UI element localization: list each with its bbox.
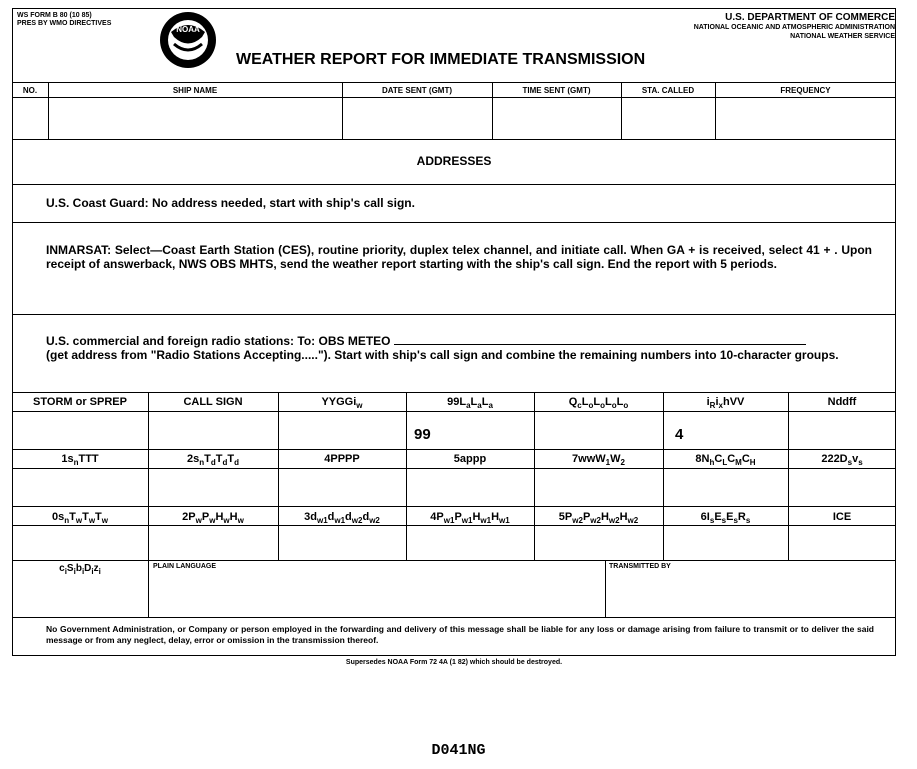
code-qclololo: $Q_cL_oL_oL_oL_o$ — [568, 396, 629, 411]
date-sent-field[interactable] — [343, 98, 491, 138]
code-4pppp: 4PPPP — [324, 453, 360, 465]
col-no: NO. — [22, 86, 38, 95]
code-1sntt: $1s_nTTT$ — [61, 453, 99, 468]
col-date-sent: DATE SENT (GMT) — [381, 86, 453, 95]
commercial-instructions: U.S. commercial and foreign radio stations: To: OBS METEO (get address from "Radio Stations Accepting....."). Start with ship's call sign and combine the remaining numbers into 10-character groups. — [46, 334, 839, 362]
code-yyggi: YYGGi$_w$ — [321, 396, 363, 411]
plain-language-field[interactable] — [150, 574, 603, 616]
liability-notice: No Government Administration, or Company or person employed in the forwarding and delivery of this message shall be liable for any loss or damage arising from failure to transmit or to deliver the said message or from any neglect, delay, error or omission in the transmission thereof. — [46, 624, 874, 645]
svg-text:NOAA: NOAA — [176, 25, 200, 34]
department-name: U.S. DEPARTMENT OF COMMERCE — [725, 12, 895, 23]
code-5appp: 5appp — [453, 453, 487, 465]
call-sign-field[interactable] — [149, 412, 277, 448]
code-storm-sprep: STORM or SPREP — [33, 396, 127, 408]
obs-meteo-address-field[interactable] — [394, 334, 806, 345]
code-5pw2pw2hw2hw2: $5P_{w2}P_{w2}H_{w2}H_{w2}$ — [558, 511, 639, 526]
form-title: WEATHER REPORT FOR IMMEDIATE TRANSMISSION — [236, 51, 646, 68]
code-8nhclcmch: $8N_hC_LC_MC_H$ — [695, 453, 756, 468]
supersedes-note: Supersedes NOAA Form 72 4A (1 82) which should be destroyed. — [345, 659, 563, 666]
code-3dw1dw1dw2dw2: $3d_{w1}d_{w1}d_{w2}d_{w2}$ — [304, 511, 380, 526]
figure-id: D041NG — [431, 742, 486, 759]
code-99lalala: $99L_aL_aL_a$ — [447, 396, 493, 411]
ship-name-field[interactable] — [49, 98, 341, 138]
coast-guard-instructions: U.S. Coast Guard: No address needed, start with ship's call sign. — [46, 196, 415, 210]
code-0sntwtwtw: $0s_nT_wT_wT_w$ — [51, 511, 109, 526]
sta-called-field[interactable] — [622, 98, 714, 138]
col-time-sent: TIME SENT (GMT) — [522, 86, 591, 95]
code-cisibidizi: $c_iS_ib_iD_iz_i$ — [59, 563, 101, 576]
code-222dsvs: $222D_sv_s$ — [821, 453, 863, 468]
code-ice: ICE — [832, 511, 852, 523]
code-2sntdtd: $2s_nT_dT_dT_d$ — [186, 453, 239, 468]
frequency-field[interactable] — [716, 98, 895, 138]
code-6isesesrs: $6I_sE_sE_sR_s$ — [700, 511, 751, 526]
value-4: 4 — [675, 426, 684, 443]
time-sent-field[interactable] — [493, 98, 620, 138]
transmitted-by-field[interactable] — [607, 574, 894, 616]
code-4pw1pw1hw1hw1: $4P_{w1}P_{w1}H_{w1}H_{w1}$ — [430, 511, 510, 526]
code-call-sign: CALL SIGN — [183, 396, 243, 408]
service-name: NATIONAL WEATHER SERVICE — [790, 33, 895, 40]
agency-name: NATIONAL OCEANIC AND ATMOSPHERIC ADMINISTRATION — [693, 24, 895, 31]
col-ship-name: SHIP NAME — [172, 86, 218, 95]
addresses-heading: ADDRESSES — [416, 154, 492, 168]
transmitted-by-label: TRANSMITTED BY — [609, 563, 671, 570]
code-irixhvv: $i_Ri_xhVV$ — [706, 396, 745, 411]
form-number: WS FORM B 80 (10 85) PRES BY WMO DIRECTIVES — [17, 12, 112, 27]
col-sta-called: STA. CALLED — [641, 86, 695, 95]
plain-language-label: PLAIN LANGUAGE — [153, 563, 216, 570]
value-99: 99 — [414, 426, 431, 443]
col-frequency: FREQUENCY — [780, 86, 831, 95]
code-2pwpwhwhw: $2P_wP_wH_wH_w$ — [182, 511, 244, 526]
inmarsat-instructions: INMARSAT: Select—Coast Earth Station (CES), routine priority, duplex telex channel, and initiate call. When GA + is received, select 41 + . Upon receipt of answerback, NWS OBS MHTS, send the weather report starting with the ship's call sign. End the report with 5 periods. — [46, 243, 872, 271]
code-7wwww: $7wwW_1W_2$ — [572, 453, 625, 468]
code-nddff: Nddff — [827, 396, 857, 408]
